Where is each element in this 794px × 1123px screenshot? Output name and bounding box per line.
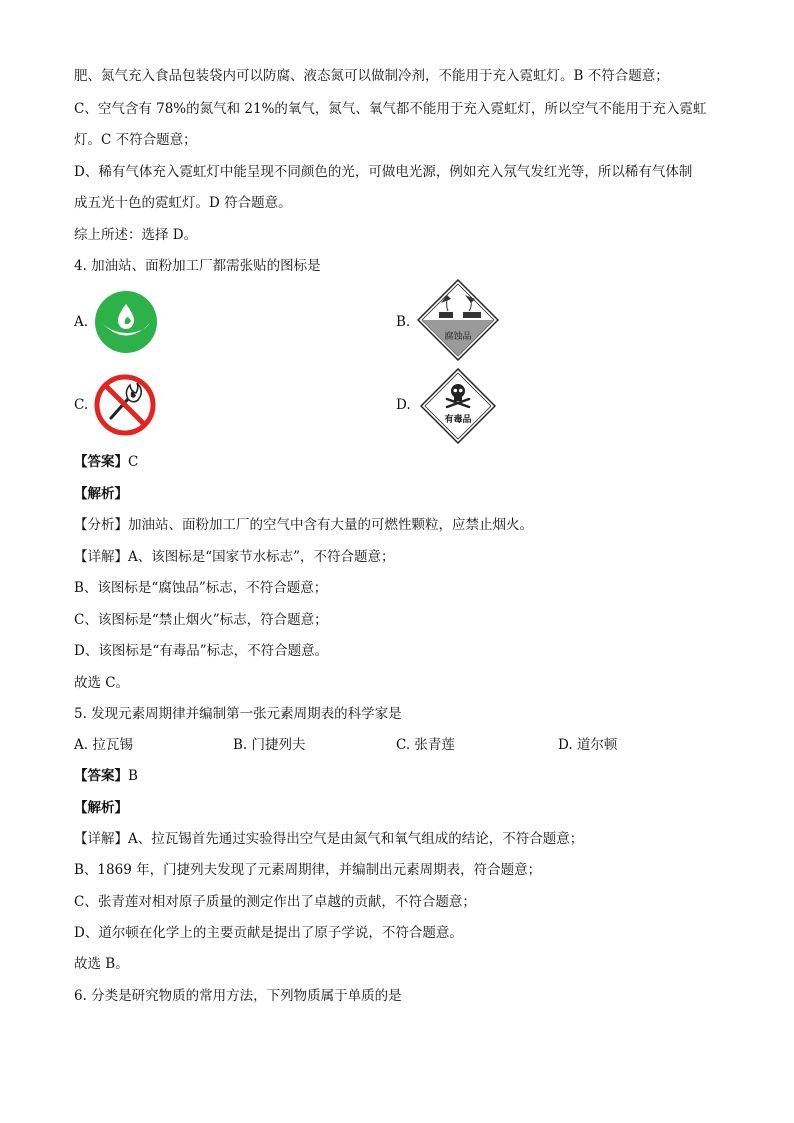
q4-fenxi: 【分析】加油站、面粉加工厂的空气中含有大量的可燃性颗粒，应禁止烟火。 bbox=[74, 517, 533, 533]
q5-detail-b: B、1869 年，门捷列夫发现了元素周期律，并编制出元素周期表，符合题意； bbox=[74, 862, 542, 878]
water-saving-icon bbox=[94, 290, 158, 354]
q4-option-a-label: A. bbox=[74, 314, 89, 330]
q4-conclusion: 故选 C。 bbox=[74, 675, 130, 691]
q5-option-d: D. 道尔顿 bbox=[558, 737, 618, 753]
corrosive-icon bbox=[417, 279, 499, 361]
q5-option-c: C. 张青莲 bbox=[396, 737, 455, 753]
no-fire-icon bbox=[93, 373, 157, 437]
q4-detail-d: D、该图标是“有毒品”标志，不符合题意。 bbox=[74, 643, 329, 659]
q6-stem: 6. 分类是研究物质的常用方法，下列物质属于单质的是 bbox=[74, 988, 402, 1004]
q4-answer bbox=[74, 453, 138, 471]
q5-answer bbox=[74, 767, 138, 785]
toxic-icon-text: 有毒品 bbox=[444, 415, 472, 425]
q5-answer-value: B bbox=[128, 768, 138, 784]
q3-explanation-line-5: 成五光十色的霓虹灯。D 符合题意。 bbox=[74, 195, 292, 211]
q4-detail-c: C、该图标是“禁止烟火”标志，符合题意； bbox=[74, 612, 328, 628]
q3-explanation-line-4: D、稀有气体充入霓虹灯中能呈现不同颜色的光，可做电光源，例如充入氖气发红光等，所以稀有气体制 bbox=[74, 164, 693, 180]
q5-detail-a: 【详解】A、拉瓦锡首先通过实验得出空气是由氮气和氧气组成的结论，不符合题意； bbox=[74, 831, 584, 847]
q5-detail-c: C、张青莲对相对原子质量的测定作出了卓越的贡献，不符合题意； bbox=[74, 894, 476, 910]
q5-option-a: A. 拉瓦锡 bbox=[74, 737, 133, 753]
q4-answer-value: C bbox=[128, 454, 139, 470]
toxic-icon bbox=[420, 368, 496, 444]
q4-answer-label: 【答案】 bbox=[74, 454, 128, 470]
q3-summary: 综上所述：选择 D。 bbox=[74, 227, 198, 243]
corrosive-icon-text: 腐蚀品 bbox=[444, 332, 472, 342]
q4-analysis-label: 【解析】 bbox=[74, 486, 128, 502]
q4-option-c-label: C. bbox=[74, 397, 89, 413]
q4-option-d-label: D. bbox=[396, 397, 411, 413]
q5-stem: 5. 发现元素周期律并编制第一张元素周期表的科学家是 bbox=[74, 706, 402, 722]
q3-explanation-line-3: 灯。C 不符合题意； bbox=[74, 132, 197, 148]
q4-stem: 4. 加油站、面粉加工厂都需张贴的图标是 bbox=[74, 258, 321, 274]
q4-detail-b: B、该图标是“腐蚀品”标志，不符合题意； bbox=[74, 580, 328, 596]
q5-answer-label: 【答案】 bbox=[74, 768, 128, 784]
q5-option-b: B. 门捷列夫 bbox=[233, 737, 306, 753]
q5-conclusion: 故选 B。 bbox=[74, 956, 129, 972]
q3-explanation-line-2: C、空气含有 78%的氮气和 21%的氧气，氮气、氧气都不能用于充入霓虹灯，所以空气不能用于充入霓虹 bbox=[74, 101, 707, 117]
q4-option-b-label: B. bbox=[396, 314, 411, 330]
q4-detail-a: 【详解】A、该图标是“国家节水标志”，不符合题意； bbox=[74, 549, 395, 565]
q5-detail-d: D、道尔顿在化学上的主要贡献是提出了原子学说，不符合题意。 bbox=[74, 925, 463, 941]
q3-explanation-line-1: 肥、氮气充入食品包装袋内可以防腐、液态氮可以做制冷剂，不能用于充入霓虹灯。B 不符合题意； bbox=[74, 68, 669, 84]
q5-analysis-label: 【解析】 bbox=[74, 800, 128, 816]
